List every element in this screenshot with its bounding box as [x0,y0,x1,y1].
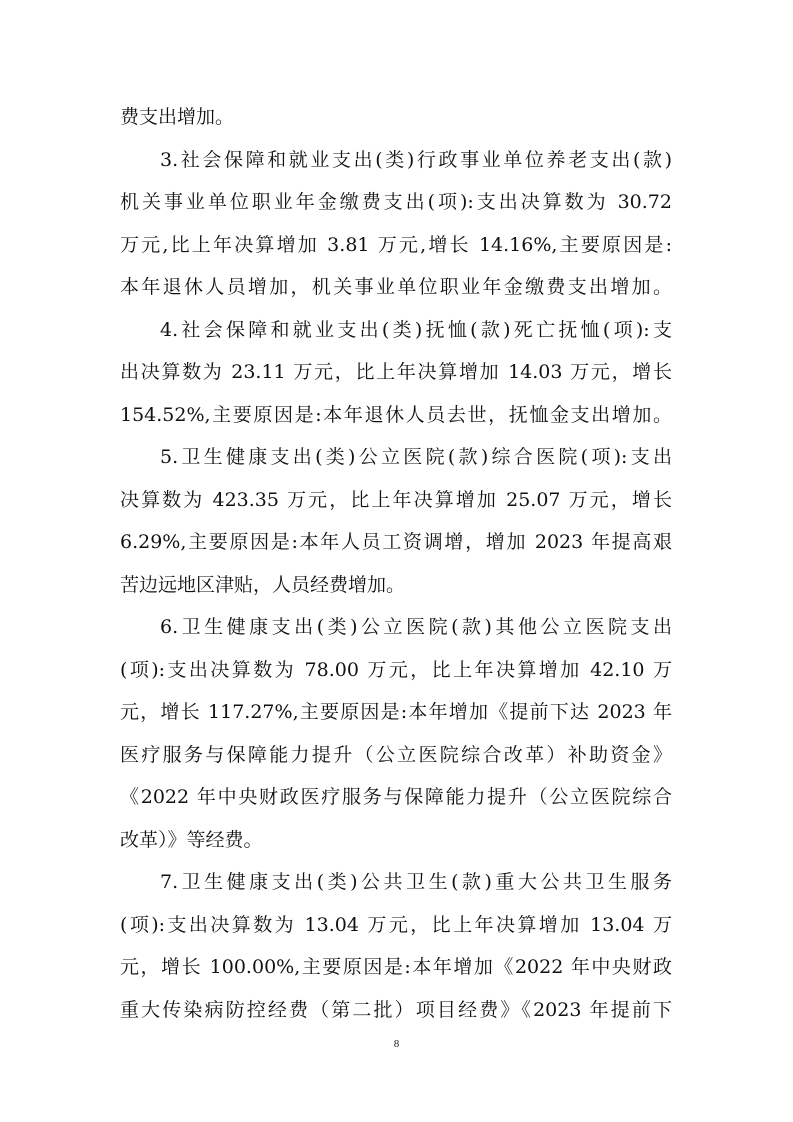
text-line: 元，增长 117.27%,主要原因是:本年增加《提前下达 2023 年 [120,701,672,723]
text-line: 改革）》等经费。 [120,828,263,851]
text-line: 154.52%,主要原因是:本年退休人员去世，抚恤金支出增加。 [120,403,672,426]
text-line: 5.卫生健康支出(类)公立医院(款)综合医院(项):支出 [160,446,672,468]
text-line: (项):支出决算数为 78.00 万元，比上年决算增加 42.10 万 [120,658,672,681]
text-line: 苦边远地区津贴，人员经费增加。 [120,573,406,596]
text-line: 重大传染病防控经费（第二批）项目经费》《2023 年提前下 [120,998,672,1021]
document-body [120,96,672,1031]
text-line: 6.29%,主要原因是:本年人员工资调增，增加 2023 年提高艰 [120,531,672,553]
text-line: 万元,比上年决算增加 3.81 万元,增长 14.16%,主要原因是: [120,233,672,256]
text-line: 医疗服务与保障能力提升（公立医院综合改革）补助资金》 [120,743,672,766]
text-line: 费支出增加。 [120,106,235,128]
page-number: 8 [393,1038,400,1050]
text-line: 出决算数为 23.11 万元，比上年决算增加 14.03 万元，增长 [120,361,672,383]
text-line: 元，增长 100.00%,主要原因是:本年增加《2022 年中央财政 [120,956,672,978]
text-line: 《2022 年中央财政医疗服务与保障能力提升（公立医院综合 [120,786,672,808]
text-line: 决算数为 423.35 万元，比上年决算增加 25.07 万元，增长 [120,488,672,511]
text-line: 6.卫生健康支出(类)公立医院(款)其他公立医院支出 [160,616,672,638]
text-line: 本年退休人员增加，机关事业单位职业年金缴费支出增加。 [120,276,672,298]
text-line: 7.卫生健康支出(类)公共卫生(款)重大公共卫生服务 [160,871,672,893]
text-line: 机关事业单位职业年金缴费支出(项):支出决算数为 30.72 [120,191,672,213]
text-line: 3.社会保障和就业支出(类)行政事业单位养老支出(款) [160,148,672,171]
text-line: 4.社会保障和就业支出(类)抚恤(款)死亡抚恤(项):支 [160,318,672,341]
text-line: (项):支出决算数为 13.04 万元，比上年决算增加 13.04 万 [120,913,672,936]
